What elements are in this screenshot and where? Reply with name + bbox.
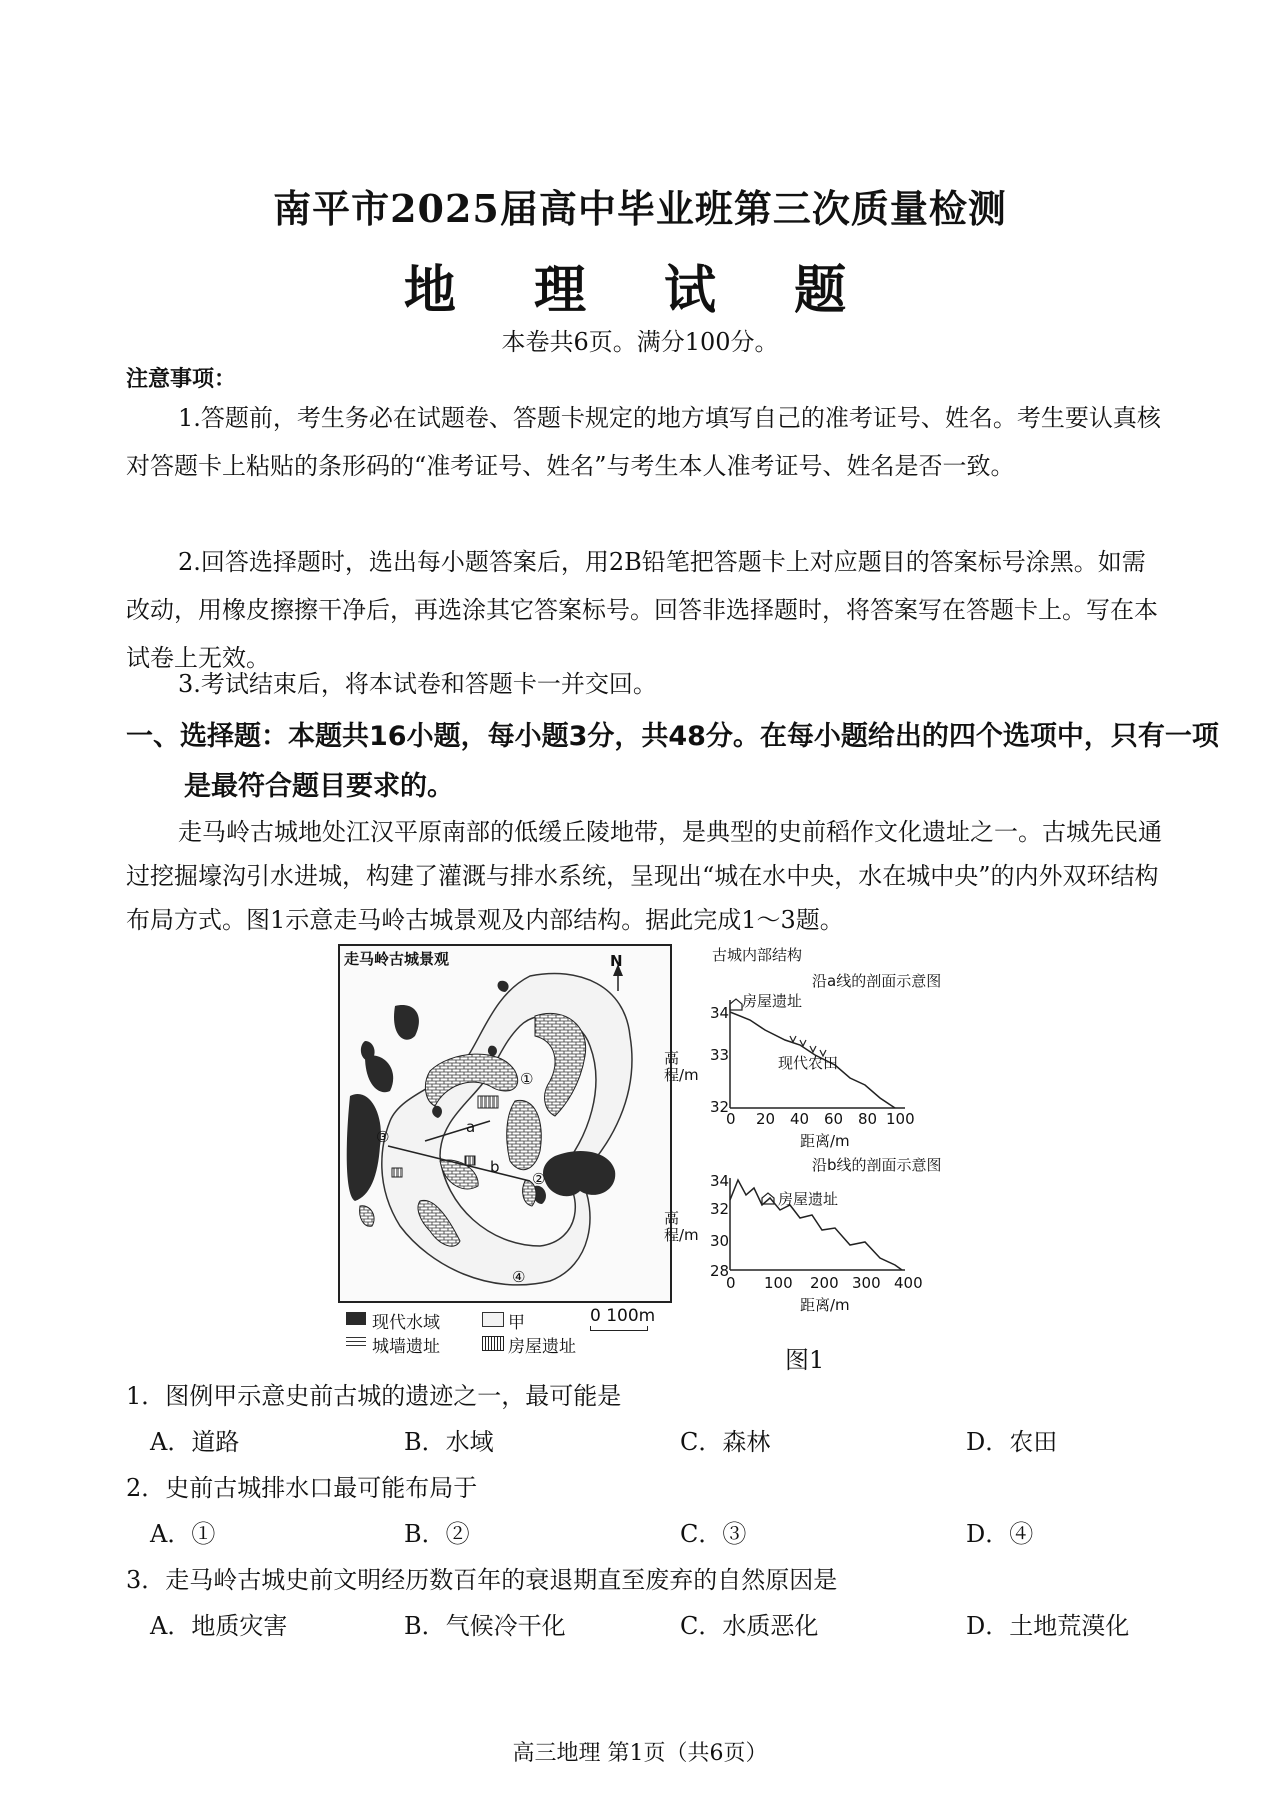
profile-a-xtick-0: 0 [726,1110,736,1128]
profile-a-title: 沿a线的剖面示意图 [812,972,942,990]
profile-a-xtick-20: 20 [756,1110,776,1128]
question-1-option-d: D．农田 [966,1428,1058,1456]
legend-water-label: 现代水域 [372,1313,440,1333]
legend-jia-swatch [482,1312,504,1327]
line-a-label: a [466,1118,476,1136]
notes-heading: 注意事项： [126,366,237,392]
house-remains-3 [392,1168,402,1177]
house-remains-1 [478,1096,498,1108]
water-mid-west [365,1055,393,1092]
house-remains-2 [465,1156,475,1165]
marker-4: ④ [512,1268,526,1286]
map-figure [338,944,672,1303]
legend-wall-label: 城墙遗址 [372,1337,440,1357]
legend-water-swatch [346,1312,366,1325]
question-2-stem: 2．史前古城排水口最可能布局于 [126,1474,478,1502]
legend-house-label: 房屋遗址 [508,1337,576,1357]
map-svg [340,946,670,1301]
map-title: 走马岭古城景观 [344,950,450,968]
profile-b-ytick-32: 32 [710,1200,730,1218]
legend-scale: 0 100m [590,1306,656,1326]
profile-b-xtick-200: 200 [810,1274,839,1292]
page-footer: 高三地理 第1页（共6页） [512,1741,768,1766]
line-b-label: b [490,1158,500,1176]
wall-inner-east [507,1100,542,1169]
north-label: N [610,952,623,970]
profile-a-field-label: 现代农田 [778,1054,839,1072]
question-2-option-b: B．② [404,1520,470,1548]
profile-b-ytick-28: 28 [710,1262,730,1280]
profile-b-house-label: 房屋遗址 [778,1190,839,1208]
marker-1: ① [520,1070,534,1088]
profile-a-xtick-40: 40 [790,1110,810,1128]
question-1-option-b: B．水域 [404,1428,494,1456]
profile-b-title: 沿b线的剖面示意图 [812,1156,942,1174]
legend-jia-label: 甲 [508,1313,525,1333]
profile-a-ytick-32: 32 [710,1098,730,1116]
water-west [347,1094,381,1201]
section-heading: 一、选择题：本题共16小题，每小题3分，共48分。在每小题给出的四个选项中，只有一项是最符合题目要求的。 [126,721,1219,802]
legend-wall-swatch [346,1336,366,1349]
profile-a-ytick-33: 33 [710,1046,730,1064]
question-2-option-a: A．① [150,1520,216,1548]
note-item-2: 2.回答选择题时，选出每小题答案后，用2B铅笔把答题卡上对应题目的答案标号涂黑。如需改动，用橡皮擦擦干净后，再选涂其它答案标号。回答非选择题时，将答案写在答题卡上。写在本试卷上无效。 [126,548,1158,672]
wall-north [535,1013,586,1116]
profile-b-house-icon [762,1193,774,1204]
legend-house-swatch [482,1336,504,1351]
marker-3: ③ [376,1128,390,1146]
profile-a-house-label: 房屋遗址 [742,992,803,1010]
profile-a-xtick-100: 100 [886,1110,915,1128]
wall-southwest [360,1206,374,1226]
passage: 走马岭古城地处江汉平原南部的低缓丘陵地带，是典型的史前稻作文化遗址之一。古城先民通过挖掘壕沟引水进城，构建了灌溉与排水系统，呈现出“城在水中央，水在城中央”的内外双环结构布局方式。图1示意走马岭古城景观及内部结构。据此完成1～3题。 [126,818,1162,934]
question-3-stem: 3．走马岭古城史前文明经历数百年的衰退期直至废弃的自然原因是 [126,1566,838,1594]
question-2-option-d: D．④ [966,1520,1034,1548]
question-3-option-b: B．气候冷干化 [404,1612,566,1640]
note-item-3: 3.考试结束后，将本试卷和答题卡一并交回。 [178,670,657,698]
note-item-1: 1.答题前，考生务必在试题卷、答题卡规定的地方填写自己的准考证号、姓名。考生要认真核对答题卡上粘贴的条形码的“准考证号、姓名”与考生本人准考证号、姓名是否一致。 [126,404,1161,480]
profile-b-xtick-0: 0 [726,1274,736,1292]
legend-scale-bar [590,1326,648,1331]
question-1-option-a: A．道路 [150,1428,240,1456]
profile-b-xtick-400: 400 [894,1274,923,1292]
question-1-stem: 1．图例甲示意史前古城的遗迹之一，最可能是 [126,1382,622,1410]
question-3-option-d: D．土地荒漠化 [966,1612,1130,1640]
question-1-option-c: C．森林 [680,1428,771,1456]
marker-2: ② [532,1170,546,1188]
water-east [543,1151,615,1196]
water-top [498,981,509,992]
profile-b-ylabel: 高程/m [664,1209,699,1244]
inner-structure-title: 古城内部结构 [712,946,803,964]
profile-a-xlabel: 距离/m [800,1132,850,1150]
exam-info: 本卷共6页。满分100分。 [501,328,779,356]
wall-inner-ring [425,1054,517,1106]
profile-b-ytick-34: 34 [710,1172,730,1190]
subject-title: 地 理 试 题 [403,260,877,321]
profile-a-ylabel: 高程/m [664,1049,699,1084]
profile-a-house-icon [730,999,742,1010]
profile-a-xtick-80: 80 [858,1110,878,1128]
exam-title: 南平市2025届高中毕业班第三次质量检测 [273,186,1007,231]
question-2-option-c: C．③ [680,1520,747,1548]
profile-b-xtick-100: 100 [764,1274,793,1292]
profile-a-xtick-60: 60 [824,1110,844,1128]
figure-caption: 图1 [785,1346,825,1374]
profile-a-ytick-34: 34 [710,1004,730,1022]
water-northwest [394,1005,419,1040]
profile-b-xtick-300: 300 [852,1274,881,1292]
question-3-option-c: C．水质恶化 [680,1612,819,1640]
question-3-option-a: A．地质灾害 [150,1612,288,1640]
profile-b-xlabel: 距离/m [800,1296,850,1314]
profile-b-ytick-30: 30 [710,1232,730,1250]
